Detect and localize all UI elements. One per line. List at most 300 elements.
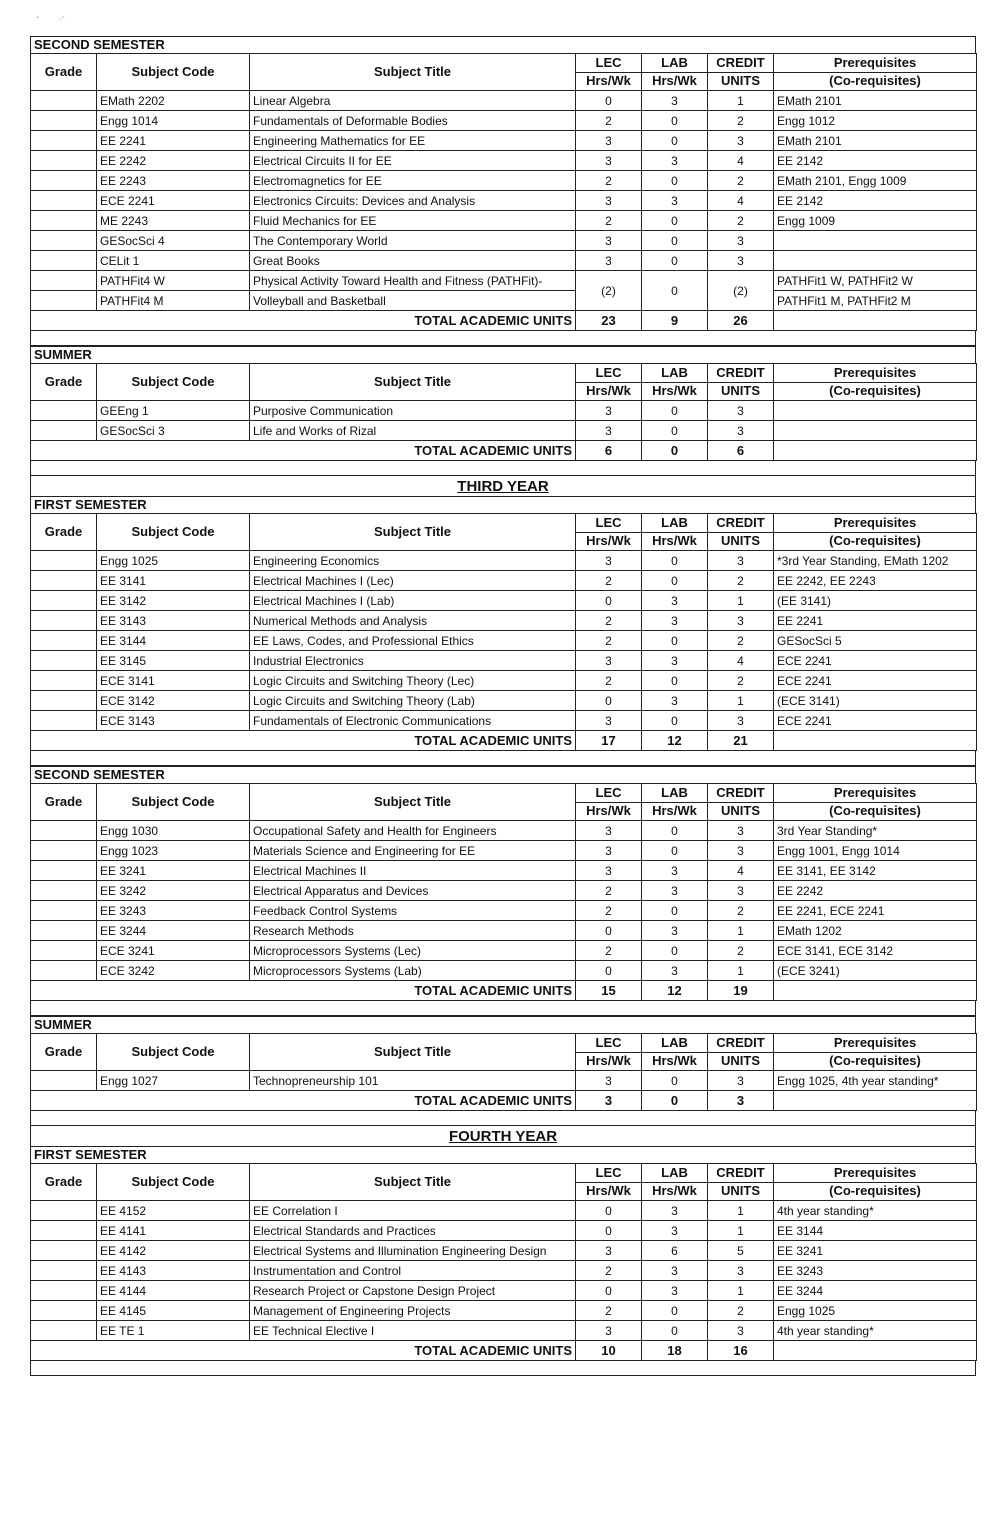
lab-hours: 0 (642, 901, 708, 921)
header-row (31, 514, 977, 533)
lec-hours: 3 (576, 1321, 642, 1341)
credit-units: 3 (708, 251, 774, 271)
credit-unit-header: UNITS (708, 802, 774, 821)
lec-unit-header: Hrs/Wk (576, 802, 642, 821)
table-row (31, 711, 977, 731)
lec-hours: 3 (576, 401, 642, 421)
lab-hours: 0 (642, 631, 708, 651)
lec-hours: 0 (576, 1201, 642, 1221)
corequisites-header: (Co-requisites) (774, 72, 977, 91)
lab-header: LAB (642, 1034, 708, 1053)
grade-cell (31, 881, 97, 901)
lab-hours: 3 (642, 1261, 708, 1281)
grade-cell (31, 921, 97, 941)
lec-hours: 2 (576, 171, 642, 191)
subject-title: Physical Activity Toward Health and Fitness (PATHFit)- (250, 271, 576, 291)
credit-units: 3 (708, 1321, 774, 1341)
subject-title: Occupational Safety and Health for Engineers (250, 821, 576, 841)
total-prereq-cell (774, 441, 977, 461)
subject-title: Fluid Mechanics for EE (250, 211, 576, 231)
credit-units: 5 (708, 1241, 774, 1261)
subject-code: EE 3141 (97, 571, 250, 591)
subject-title: Microprocessors Systems (Lec) (250, 941, 576, 961)
lec-hours: 0 (576, 91, 642, 111)
grade-cell (31, 291, 97, 311)
table-row (31, 421, 977, 441)
credit-units: 4 (708, 151, 774, 171)
subject-title: Electrical Standards and Practices (250, 1221, 576, 1241)
lab-header: LAB (642, 514, 708, 533)
subject-title: Research Project or Capstone Design Project (250, 1281, 576, 1301)
grade-cell (31, 1201, 97, 1221)
prerequisites: (EE 3141) (774, 591, 977, 611)
lab-hours: 3 (642, 1281, 708, 1301)
prerequisites: EE 2242 (774, 881, 977, 901)
section-label: SECOND SEMESTER (30, 766, 976, 783)
credit-units: 3 (708, 1261, 774, 1281)
total-academic-units-label: TOTAL ACADEMIC UNITS (31, 311, 576, 331)
lab-hours: 0 (642, 271, 708, 311)
year-title: THIRD YEAR (30, 476, 976, 496)
subject-code: ECE 3242 (97, 961, 250, 981)
grade-cell (31, 1281, 97, 1301)
subject-code: EE 4141 (97, 1221, 250, 1241)
subject-title: Feedback Control Systems (250, 901, 576, 921)
subject-code: GESocSci 4 (97, 231, 250, 251)
prerequisites: EMath 2101 (774, 131, 977, 151)
total-lec: 17 (576, 731, 642, 751)
credit-units: 2 (708, 941, 774, 961)
grade-cell (31, 571, 97, 591)
prerequisites: EE 3243 (774, 1261, 977, 1281)
grade-header: Grade (31, 364, 97, 401)
lec-hours: 2 (576, 941, 642, 961)
table-row (31, 1301, 977, 1321)
credit-units: 1 (708, 921, 774, 941)
prerequisites: ECE 2241 (774, 671, 977, 691)
total-academic-units-label: TOTAL ACADEMIC UNITS (31, 1091, 576, 1111)
credit-units: 4 (708, 861, 774, 881)
subject-code: EE 4152 (97, 1201, 250, 1221)
credit-units: 3 (708, 401, 774, 421)
subject-title: The Contemporary World (250, 231, 576, 251)
credit-header: CREDIT (708, 1034, 774, 1053)
lec-hours: 0 (576, 1281, 642, 1301)
subject-code: EE 2242 (97, 151, 250, 171)
total-row (31, 441, 977, 461)
prerequisites: (ECE 3141) (774, 691, 977, 711)
prerequisites: EMath 1202 (774, 921, 977, 941)
prerequisites: EMath 2101 (774, 91, 977, 111)
lec-hours: 0 (576, 591, 642, 611)
subject-title: Electrical Machines I (Lab) (250, 591, 576, 611)
total-credit: 3 (708, 1091, 774, 1111)
subject-code: EE TE 1 (97, 1321, 250, 1341)
lab-hours: 3 (642, 651, 708, 671)
table-row (31, 1221, 977, 1241)
lec-hours: 2 (576, 901, 642, 921)
prerequisites: Engg 1025 (774, 1301, 977, 1321)
credit-units: (2) (708, 271, 774, 311)
lab-hours: 0 (642, 231, 708, 251)
lab-hours: 3 (642, 151, 708, 171)
subject-title: Electrical Machines II (250, 861, 576, 881)
section-spacer (30, 461, 976, 476)
prerequisites: GESocSci 5 (774, 631, 977, 651)
section-spacer (30, 331, 976, 346)
total-academic-units-label: TOTAL ACADEMIC UNITS (31, 981, 576, 1001)
grade-cell (31, 171, 97, 191)
lec-hours: 3 (576, 841, 642, 861)
lab-hours: 0 (642, 421, 708, 441)
section-label: FIRST SEMESTER (30, 496, 976, 513)
grade-cell (31, 231, 97, 251)
prerequisites: EE 3141, EE 3142 (774, 861, 977, 881)
credit-units: 2 (708, 631, 774, 651)
lab-hours: 0 (642, 1301, 708, 1321)
lab-hours: 0 (642, 401, 708, 421)
total-lab: 12 (642, 981, 708, 1001)
lec-hours: 2 (576, 1261, 642, 1281)
credit-units: 2 (708, 671, 774, 691)
corequisites-header: (Co-requisites) (774, 1052, 977, 1071)
subject-code-header: Subject Code (97, 514, 250, 551)
prerequisites-header: Prerequisites (774, 1034, 977, 1053)
lec-hours: 3 (576, 651, 642, 671)
subject-code: ECE 3141 (97, 671, 250, 691)
lab-header: LAB (642, 784, 708, 803)
lec-hours: 3 (576, 1071, 642, 1091)
credit-header: CREDIT (708, 784, 774, 803)
subject-code: Engg 1030 (97, 821, 250, 841)
prerequisites: (ECE 3241) (774, 961, 977, 981)
lec-hours: (2) (576, 271, 642, 311)
credit-units: 2 (708, 171, 774, 191)
total-lec: 15 (576, 981, 642, 1001)
credit-units: 3 (708, 131, 774, 151)
table-row (31, 1201, 977, 1221)
grade-cell (31, 1241, 97, 1261)
subject-title-header: Subject Title (250, 54, 576, 91)
subject-title: Electrical Systems and Illumination Engineering Design (250, 1241, 576, 1261)
total-lab: 0 (642, 1091, 708, 1111)
lab-hours: 3 (642, 191, 708, 211)
table-row (31, 841, 977, 861)
table-row (31, 251, 977, 271)
header-row (31, 54, 977, 73)
subject-code-header: Subject Code (97, 364, 250, 401)
subject-title: Technopreneurship 101 (250, 1071, 576, 1091)
section-spacer (30, 1361, 976, 1376)
lec-hours: 3 (576, 251, 642, 271)
total-credit: 16 (708, 1341, 774, 1361)
table-row (31, 671, 977, 691)
subject-code: EMath 2202 (97, 91, 250, 111)
subject-title: EE Laws, Codes, and Professional Ethics (250, 631, 576, 651)
table-row (31, 111, 977, 131)
header-row (31, 364, 977, 383)
prerequisites: EE 3144 (774, 1221, 977, 1241)
subject-code: GEEng 1 (97, 401, 250, 421)
prerequisites: Engg 1009 (774, 211, 977, 231)
lec-hours: 3 (576, 131, 642, 151)
subject-title: Fundamentals of Electronic Communications (250, 711, 576, 731)
prerequisites: ECE 3141, ECE 3142 (774, 941, 977, 961)
lec-hours: 3 (576, 1241, 642, 1261)
section-label: FIRST SEMESTER (30, 1146, 976, 1163)
total-lab: 12 (642, 731, 708, 751)
subject-code: GESocSci 3 (97, 421, 250, 441)
year-title: FOURTH YEAR (30, 1126, 976, 1146)
credit-units: 1 (708, 1201, 774, 1221)
curriculum-document (30, 36, 976, 1376)
lec-hours: 2 (576, 881, 642, 901)
prerequisites: ECE 2241 (774, 651, 977, 671)
subject-title: Great Books (250, 251, 576, 271)
subject-code: ME 2243 (97, 211, 250, 231)
subject-title-header: Subject Title (250, 1034, 576, 1071)
table-row (31, 691, 977, 711)
table-row (31, 191, 977, 211)
subject-title: Electrical Circuits II for EE (250, 151, 576, 171)
grade-cell (31, 1301, 97, 1321)
prerequisites: EMath 2101, Engg 1009 (774, 171, 977, 191)
table-row (31, 591, 977, 611)
total-lab: 9 (642, 311, 708, 331)
grade-cell (31, 961, 97, 981)
table-row (31, 171, 977, 191)
section-label: SUMMER (30, 346, 976, 363)
section-label: SECOND SEMESTER (30, 36, 976, 53)
grade-cell (31, 901, 97, 921)
subject-code: EE 3243 (97, 901, 250, 921)
grade-cell (31, 671, 97, 691)
total-academic-units-label: TOTAL ACADEMIC UNITS (31, 1341, 576, 1361)
total-lec: 10 (576, 1341, 642, 1361)
subject-title: Engineering Economics (250, 551, 576, 571)
section-spacer (30, 1001, 976, 1016)
table-row (31, 131, 977, 151)
grade-cell (31, 611, 97, 631)
lab-unit-header: Hrs/Wk (642, 1052, 708, 1071)
subject-title: Microprocessors Systems (Lab) (250, 961, 576, 981)
total-credit: 26 (708, 311, 774, 331)
subject-code: ECE 3241 (97, 941, 250, 961)
table-row (31, 651, 977, 671)
lec-unit-header: Hrs/Wk (576, 1052, 642, 1071)
credit-unit-header: UNITS (708, 1052, 774, 1071)
subject-title: Purposive Communication (250, 401, 576, 421)
subject-code: EE 4145 (97, 1301, 250, 1321)
corequisites-header: (Co-requisites) (774, 382, 977, 401)
credit-header: CREDIT (708, 364, 774, 383)
lec-hours: 0 (576, 961, 642, 981)
course-table (30, 53, 977, 331)
corequisites-header: (Co-requisites) (774, 1182, 977, 1201)
subject-title: Electronics Circuits: Devices and Analysis (250, 191, 576, 211)
lec-hours: 2 (576, 211, 642, 231)
subject-title: Numerical Methods and Analysis (250, 611, 576, 631)
table-row (31, 941, 977, 961)
total-row (31, 311, 977, 331)
grade-cell (31, 821, 97, 841)
subject-code: Engg 1014 (97, 111, 250, 131)
course-table (30, 783, 977, 1001)
table-row (31, 401, 977, 421)
lec-hours: 2 (576, 671, 642, 691)
prerequisites: Engg 1001, Engg 1014 (774, 841, 977, 861)
lab-hours: 0 (642, 251, 708, 271)
header-row (31, 1164, 977, 1183)
prerequisites: EE 2241, ECE 2241 (774, 901, 977, 921)
header-row (31, 1034, 977, 1053)
total-credit: 21 (708, 731, 774, 751)
lab-hours: 0 (642, 171, 708, 191)
prerequisites: EE 3244 (774, 1281, 977, 1301)
section-label: SUMMER (30, 1016, 976, 1033)
lab-hours: 3 (642, 861, 708, 881)
subject-code: Engg 1025 (97, 551, 250, 571)
section-spacer (30, 751, 976, 766)
subject-title: Management of Engineering Projects (250, 1301, 576, 1321)
lec-hours: 2 (576, 631, 642, 651)
table-row (31, 861, 977, 881)
grade-cell (31, 271, 97, 291)
prerequisites (774, 421, 977, 441)
corequisites-header: (Co-requisites) (774, 532, 977, 551)
lec-hours: 0 (576, 691, 642, 711)
total-academic-units-label: TOTAL ACADEMIC UNITS (31, 731, 576, 751)
subject-code: ECE 3142 (97, 691, 250, 711)
grade-cell (31, 251, 97, 271)
lec-unit-header: Hrs/Wk (576, 1182, 642, 1201)
header-row (31, 784, 977, 803)
lec-hours: 0 (576, 1221, 642, 1241)
lec-unit-header: Hrs/Wk (576, 382, 642, 401)
course-table (30, 513, 977, 751)
lab-unit-header: Hrs/Wk (642, 72, 708, 91)
lec-header: LEC (576, 364, 642, 383)
credit-units: 3 (708, 1071, 774, 1091)
table-row (31, 551, 977, 571)
total-row (31, 731, 977, 751)
grade-cell (31, 401, 97, 421)
credit-units: 1 (708, 961, 774, 981)
lec-hours: 0 (576, 921, 642, 941)
table-row (31, 211, 977, 231)
prerequisites: EE 2242, EE 2243 (774, 571, 977, 591)
subject-code: EE 3242 (97, 881, 250, 901)
subject-code: EE 4143 (97, 1261, 250, 1281)
lec-hours: 3 (576, 551, 642, 571)
subject-title: Research Methods (250, 921, 576, 941)
lab-hours: 3 (642, 591, 708, 611)
table-row (31, 611, 977, 631)
subject-title-header: Subject Title (250, 784, 576, 821)
subject-code: ECE 3143 (97, 711, 250, 731)
prerequisites-header: Prerequisites (774, 364, 977, 383)
lab-hours: 0 (642, 1071, 708, 1091)
scan-mark: - .- (36, 12, 65, 23)
subject-title: Electrical Machines I (Lec) (250, 571, 576, 591)
credit-units: 3 (708, 821, 774, 841)
credit-units: 1 (708, 1281, 774, 1301)
credit-units: 2 (708, 1301, 774, 1321)
table-row (31, 291, 977, 311)
lab-hours: 3 (642, 691, 708, 711)
credit-header: CREDIT (708, 514, 774, 533)
credit-header: CREDIT (708, 54, 774, 73)
table-row (31, 571, 977, 591)
credit-unit-header: UNITS (708, 532, 774, 551)
lec-header: LEC (576, 514, 642, 533)
total-row (31, 1341, 977, 1361)
total-lec: 6 (576, 441, 642, 461)
table-row (31, 91, 977, 111)
subject-code: EE 4144 (97, 1281, 250, 1301)
subject-code: EE 3144 (97, 631, 250, 651)
lab-hours: 0 (642, 131, 708, 151)
grade-header: Grade (31, 1034, 97, 1071)
table-row (31, 271, 977, 291)
credit-units: 1 (708, 91, 774, 111)
lab-hours: 3 (642, 91, 708, 111)
lab-hours: 0 (642, 671, 708, 691)
subject-code: ECE 2241 (97, 191, 250, 211)
prerequisites: PATHFit1 W, PATHFit2 W (774, 271, 977, 291)
subject-code: CELit 1 (97, 251, 250, 271)
credit-units: 3 (708, 841, 774, 861)
lec-hours: 3 (576, 821, 642, 841)
grade-cell (31, 861, 97, 881)
grade-cell (31, 131, 97, 151)
prerequisites: EE 3241 (774, 1241, 977, 1261)
lec-hours: 2 (576, 1301, 642, 1321)
lab-hours: 0 (642, 711, 708, 731)
lec-header: LEC (576, 1034, 642, 1053)
prerequisites: 4th year standing* (774, 1321, 977, 1341)
lab-hours: 0 (642, 111, 708, 131)
lec-hours: 3 (576, 711, 642, 731)
lab-hours: 0 (642, 841, 708, 861)
lec-header: LEC (576, 1164, 642, 1183)
lab-hours: 3 (642, 1221, 708, 1241)
subject-code: EE 2241 (97, 131, 250, 151)
prerequisites: ECE 2241 (774, 711, 977, 731)
credit-units: 1 (708, 1221, 774, 1241)
subject-title: Industrial Electronics (250, 651, 576, 671)
subject-code: Engg 1027 (97, 1071, 250, 1091)
credit-header: CREDIT (708, 1164, 774, 1183)
subject-code: PATHFit4 M (97, 291, 250, 311)
subject-code: EE 4142 (97, 1241, 250, 1261)
lab-hours: 0 (642, 1321, 708, 1341)
credit-units: 3 (708, 881, 774, 901)
prerequisites: Engg 1012 (774, 111, 977, 131)
total-lab: 18 (642, 1341, 708, 1361)
lab-hours: 0 (642, 821, 708, 841)
total-prereq-cell (774, 311, 977, 331)
credit-units: 3 (708, 231, 774, 251)
total-prereq-cell (774, 1091, 977, 1111)
lec-hours: 2 (576, 611, 642, 631)
subject-title-header: Subject Title (250, 514, 576, 551)
subject-code: EE 3143 (97, 611, 250, 631)
table-row (31, 821, 977, 841)
subject-title: Logic Circuits and Switching Theory (Lec) (250, 671, 576, 691)
total-row (31, 1091, 977, 1111)
grade-cell (31, 1221, 97, 1241)
